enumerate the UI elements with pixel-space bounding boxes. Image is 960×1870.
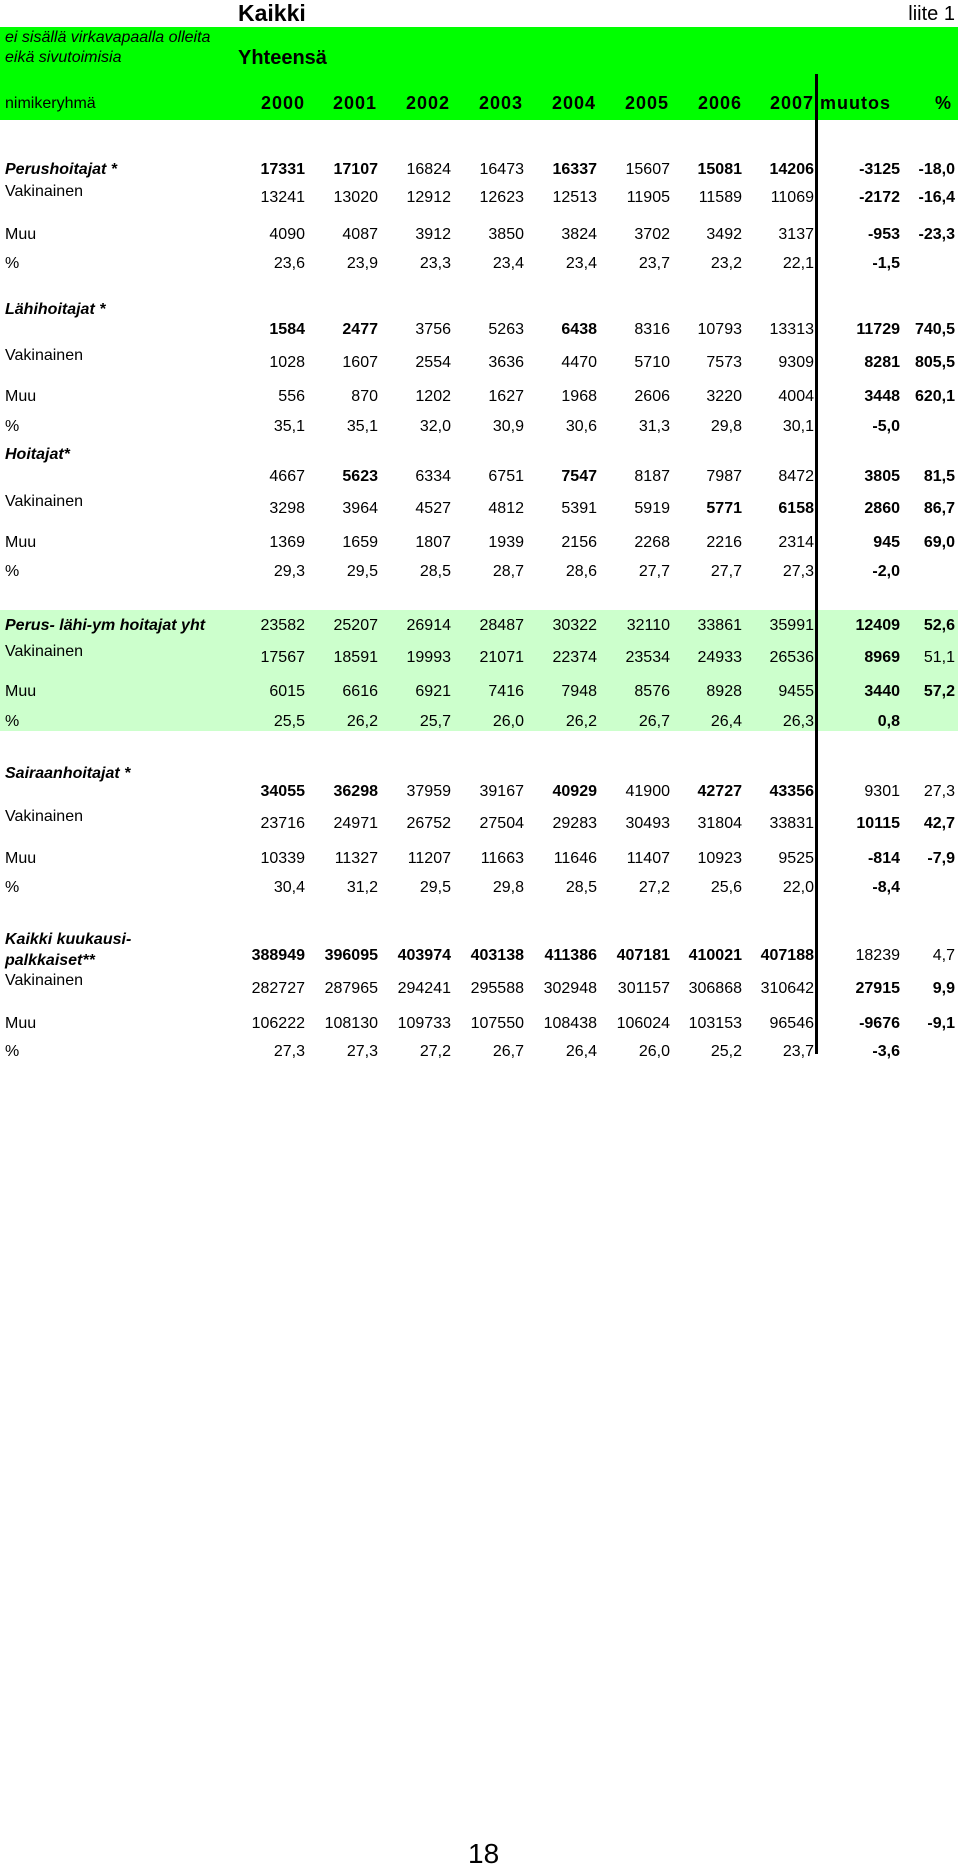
table-cell: 294241 (397, 980, 451, 997)
table-cell: 28487 (479, 617, 524, 634)
table-cell: 17107 (333, 161, 378, 178)
table-cell: 6015 (269, 683, 305, 700)
table-cell: 24933 (697, 649, 742, 666)
table-cell: 9301 (864, 783, 900, 800)
percent-header: % (934, 93, 952, 113)
table-cell: 29,5 (419, 879, 451, 896)
table-cell: 31,2 (346, 879, 378, 896)
table-cell: 6751 (488, 468, 524, 485)
table-cell: 39167 (479, 783, 524, 800)
table-cell: 8281 (864, 354, 900, 371)
table-cell: 107550 (470, 1015, 524, 1032)
table-cell: 96546 (769, 1015, 814, 1032)
table-cell: 10115 (856, 815, 900, 832)
table-cell: 9,9 (932, 980, 955, 997)
table-cell: 36298 (333, 783, 378, 800)
table-cell: 11407 (626, 850, 670, 867)
row-label: Vakinainen (5, 493, 83, 510)
table-cell: 21071 (479, 649, 524, 666)
table-cell: 25,5 (273, 713, 305, 730)
table-cell: 28,5 (419, 563, 451, 580)
table-cell: 27,7 (710, 563, 742, 580)
table-cell: 22,0 (782, 879, 814, 896)
group-column-header: nimikeryhmä (5, 95, 96, 112)
table-cell: 1202 (415, 388, 451, 405)
table-cell: -7,9 (927, 850, 955, 867)
table-cell: 30322 (552, 617, 597, 634)
table-cell: 1659 (342, 534, 378, 551)
page-number: 18 (468, 1838, 500, 1869)
table-cell: 23,9 (346, 255, 378, 272)
table-cell: 5263 (488, 321, 524, 338)
table-cell: 27,3 (923, 783, 955, 800)
table-cell: 16824 (406, 161, 451, 178)
table-cell: 11207 (407, 850, 451, 867)
table-cell: 26,7 (638, 713, 670, 730)
table-cell: 9455 (778, 683, 814, 700)
table-cell: 1627 (488, 388, 524, 405)
table-cell: 26,2 (565, 713, 597, 730)
table-cell: 26,3 (782, 713, 814, 730)
table-cell: 40929 (552, 783, 597, 800)
table-cell: 7573 (706, 354, 742, 371)
table-cell: 1607 (342, 354, 378, 371)
table-cell: 28,5 (565, 879, 597, 896)
table-cell: 16337 (552, 161, 597, 178)
group-label-line: Lähihoitajat * (5, 301, 106, 318)
year-header: 2004 (551, 93, 596, 113)
group-label-line: palkkaiset** (5, 952, 95, 969)
table-cell: 6921 (415, 683, 451, 700)
table-cell: 86,7 (923, 500, 955, 517)
table-cell: 11327 (334, 850, 378, 867)
table-cell: 2268 (634, 534, 670, 551)
table-cell: 108130 (324, 1015, 378, 1032)
table-cell: 6334 (415, 468, 451, 485)
table-cell: 12513 (552, 189, 597, 206)
table-cell: 23,3 (419, 255, 451, 272)
table-cell: 51,1 (923, 649, 955, 666)
table-cell: 2860 (864, 500, 900, 517)
table-cell: 2477 (342, 321, 378, 338)
table-cell: 81,5 (923, 468, 955, 485)
table-cell: 25207 (333, 617, 378, 634)
table-cell: 407188 (760, 947, 814, 964)
table-cell: 620,1 (914, 388, 955, 405)
table-cell: 24971 (333, 815, 378, 832)
table-cell: 13241 (260, 189, 305, 206)
table-cell: 6616 (342, 683, 378, 700)
table-cell: 14206 (769, 161, 814, 178)
table-cell: 30,4 (273, 879, 305, 896)
table-cell: 2156 (561, 534, 597, 551)
table-cell: 302948 (543, 980, 597, 997)
table-cell: 23716 (260, 815, 305, 832)
table-cell: 556 (278, 388, 305, 405)
table-cell: 2606 (634, 388, 670, 405)
row-label: Vakinainen (5, 183, 83, 200)
table-cell: 26,7 (492, 1043, 524, 1060)
table-cell: 43356 (769, 783, 814, 800)
table-cell: 11905 (626, 189, 670, 206)
table-cell: 4667 (269, 468, 305, 485)
table-cell: 34055 (260, 783, 305, 800)
table-cell: 3636 (488, 354, 524, 371)
table-cell: 3492 (706, 226, 742, 243)
table-cell: 29,8 (710, 418, 742, 435)
table-cell: 4812 (488, 500, 524, 517)
table-cell: 23534 (625, 649, 670, 666)
row-label: Muu (5, 850, 37, 867)
table-cell: -8,4 (872, 879, 900, 896)
table-cell: 19993 (406, 649, 451, 666)
table-cell: 8316 (634, 321, 670, 338)
row-label: % (5, 255, 20, 272)
table-cell: 403974 (397, 947, 451, 964)
table-cell: 33831 (769, 815, 814, 832)
table-cell: 0,8 (877, 713, 900, 730)
table-cell: 5771 (706, 500, 742, 517)
table-cell: 13020 (333, 189, 378, 206)
row-label: Muu (5, 534, 37, 551)
table-cell: 282727 (251, 980, 305, 997)
table-cell: 11729 (856, 321, 900, 338)
table-cell: 1807 (415, 534, 451, 551)
table-cell: 4087 (342, 226, 378, 243)
table-cell: 57,2 (923, 683, 955, 700)
year-header: 2002 (405, 93, 450, 113)
table-cell: -5,0 (872, 418, 900, 435)
year-header: 2000 (260, 93, 305, 113)
table-cell: 31804 (697, 815, 742, 832)
table-cell: 3298 (269, 500, 305, 517)
table-cell: 3756 (415, 321, 451, 338)
table-cell: 6158 (778, 500, 814, 517)
table-cell: 106024 (616, 1015, 670, 1032)
appendix-label: liite 1 (908, 3, 955, 25)
table-cell: 7416 (488, 683, 524, 700)
table-cell: 4,7 (932, 947, 955, 964)
table-cell: 4527 (415, 500, 451, 517)
table-cell: 23582 (260, 617, 305, 634)
table-cell: 27,2 (638, 879, 670, 896)
table-cell: 42727 (697, 783, 742, 800)
row-label: % (5, 418, 20, 435)
table-cell: 22,1 (782, 255, 814, 272)
table-cell: 22374 (552, 649, 597, 666)
table-cell: 30,1 (782, 418, 814, 435)
table-cell: 25,7 (419, 713, 451, 730)
row-label: % (5, 563, 20, 580)
table-cell: 18239 (855, 947, 900, 964)
table-cell: 108438 (543, 1015, 597, 1032)
row-label: % (5, 879, 20, 896)
table-cell: 26,4 (565, 1043, 597, 1060)
table-cell: 13313 (769, 321, 814, 338)
table-cell: 8472 (778, 468, 814, 485)
group-label-line: Kaikki kuukausi- (5, 931, 132, 948)
table-cell: 1939 (488, 534, 524, 551)
group-label (5, 763, 130, 784)
group-label (5, 444, 70, 465)
table-cell: -3125 (859, 161, 900, 178)
table-cell: 23,7 (638, 255, 670, 272)
table-cell: 287965 (324, 980, 378, 997)
table-cell: 11589 (698, 189, 742, 206)
table-cell: 26536 (769, 649, 814, 666)
table-cell: 3137 (778, 226, 814, 243)
table-cell: 41900 (625, 783, 670, 800)
table-cell: 7987 (706, 468, 742, 485)
table-cell: 7948 (561, 683, 597, 700)
table-cell: 35,1 (273, 418, 305, 435)
table-cell: 945 (873, 534, 900, 551)
table-cell: 18591 (333, 649, 378, 666)
change-header: muutos (820, 93, 891, 113)
table-cell: -1,5 (872, 255, 900, 272)
table-cell: -2172 (859, 189, 900, 206)
row-label: Perus- lähi-ym hoitajat yht (5, 617, 206, 634)
table-cell: 4004 (778, 388, 814, 405)
table-cell: 27504 (479, 815, 524, 832)
table-cell: 11069 (770, 189, 814, 206)
table-cell: 42,7 (923, 815, 955, 832)
table-cell: 23,2 (710, 255, 742, 272)
table-cell: 23,6 (273, 255, 305, 272)
table-cell: 9309 (778, 354, 814, 371)
table-cell: 31,3 (638, 418, 670, 435)
table-cell: 15607 (625, 161, 670, 178)
table-cell: 30493 (625, 815, 670, 832)
row-label: % (5, 713, 20, 730)
year-header: 2006 (697, 93, 742, 113)
table-cell: 35991 (769, 617, 814, 634)
table-cell: 26,0 (638, 1043, 670, 1060)
table-cell: 407181 (616, 947, 670, 964)
table-cell: 27,3 (782, 563, 814, 580)
year-header: 2007 (769, 93, 814, 113)
table-cell: 5623 (342, 468, 378, 485)
table-cell: 32110 (626, 617, 670, 634)
table-cell: 7547 (561, 468, 597, 485)
table-cell: 29,5 (346, 563, 378, 580)
table-cell: 403138 (470, 947, 524, 964)
year-header: 2001 (332, 93, 377, 113)
group-label-line: Sairaanhoitajat * (5, 765, 131, 782)
table-cell: 32,0 (419, 418, 451, 435)
table-cell: 33861 (697, 617, 742, 634)
table-cell: 3440 (864, 683, 900, 700)
table-cell: 12623 (479, 189, 524, 206)
table-cell: 26,0 (492, 713, 524, 730)
table-cell: 740,5 (914, 321, 955, 338)
table-cell: -16,4 (918, 189, 955, 206)
table-cell: 3912 (415, 226, 451, 243)
table-cell: 2314 (778, 534, 814, 551)
table-cell: 310642 (760, 980, 814, 997)
table-cell: 1028 (269, 354, 305, 371)
table-cell: 109733 (397, 1015, 451, 1032)
group-label (5, 299, 105, 320)
table-cell: 26,4 (710, 713, 742, 730)
row-label: % (5, 1043, 20, 1060)
table-cell: 5391 (561, 500, 597, 517)
table-cell: 410021 (688, 947, 742, 964)
table-cell: 35,1 (346, 418, 378, 435)
table-cell: 25,2 (710, 1043, 742, 1060)
row-label: Perushoitajat * (5, 161, 118, 178)
note-line-2: eikä sivutoimisia (5, 49, 122, 66)
table-cell: -953 (867, 226, 900, 243)
table-cell: 3448 (864, 388, 900, 405)
table-cell: 28,6 (565, 563, 597, 580)
table-cell: 11646 (553, 850, 597, 867)
table-cell: 106222 (251, 1015, 305, 1032)
table-cell: 27,3 (346, 1043, 378, 1060)
table-cell: 2216 (706, 534, 742, 551)
row-label: Muu (5, 683, 37, 700)
table-cell: 3964 (342, 500, 378, 517)
table-cell: 8576 (634, 683, 670, 700)
row-label: Vakinainen (5, 347, 83, 364)
table-cell: 30,6 (565, 418, 597, 435)
table-cell: 6438 (561, 321, 597, 338)
table-cell: 16473 (479, 161, 524, 178)
table-cell: -9676 (859, 1015, 900, 1032)
table-cell: 4470 (561, 354, 597, 371)
table-cell: -2,0 (872, 563, 900, 580)
table-cell: 23,4 (492, 255, 524, 272)
table-cell: 11663 (480, 850, 524, 867)
page-title: Kaikki (238, 0, 306, 26)
table-cell: 870 (351, 388, 378, 405)
table-cell: 15081 (697, 161, 742, 178)
table-cell: 411386 (544, 947, 597, 964)
row-label: Vakinainen (5, 972, 83, 989)
table-cell: 3850 (488, 226, 524, 243)
table-cell: -23,3 (918, 226, 955, 243)
table-cell: 12409 (855, 617, 900, 634)
table-cell: 26,2 (346, 713, 378, 730)
table-cell: 295588 (470, 980, 524, 997)
table-cell: 396095 (324, 947, 378, 964)
table-cell: 388949 (251, 947, 305, 964)
table-cell: 17567 (260, 649, 305, 666)
table-cell: 8928 (706, 683, 742, 700)
table-cell: 23,7 (782, 1043, 814, 1060)
row-label: Muu (5, 1015, 37, 1032)
table-cell: 17331 (260, 161, 305, 178)
table-cell: 5710 (634, 354, 670, 371)
table-cell: 69,0 (923, 534, 955, 551)
table-cell: 8187 (634, 468, 670, 485)
table-cell: 27,3 (273, 1043, 305, 1060)
table-cell: 3702 (634, 226, 670, 243)
table-cell: 30,9 (492, 418, 524, 435)
table-cell: 27,2 (419, 1043, 451, 1060)
table-cell: 12912 (406, 189, 451, 206)
table-cell: 10793 (697, 321, 742, 338)
table-cell: 27915 (855, 980, 900, 997)
group-label (5, 929, 131, 971)
table-cell: 10339 (260, 850, 305, 867)
row-label: Vakinainen (5, 808, 83, 825)
row-label: Vakinainen (5, 643, 83, 660)
table-cell: 5919 (634, 500, 670, 517)
table-cell: 26914 (406, 617, 451, 634)
subtitle: Yhteensä (238, 47, 327, 69)
year-header: 2003 (478, 93, 523, 113)
row-label: Muu (5, 226, 37, 243)
table-cell: 29,8 (492, 879, 524, 896)
table-cell: 52,6 (923, 617, 955, 634)
table-cell: -3,6 (872, 1043, 900, 1060)
table-cell: 28,7 (492, 563, 524, 580)
table-cell: 3824 (561, 226, 597, 243)
table-cell: 2554 (415, 354, 451, 371)
table-cell: 26752 (406, 815, 451, 832)
table-cell: 3220 (706, 388, 742, 405)
table-cell: 1584 (269, 321, 305, 338)
table-cell: 23,4 (565, 255, 597, 272)
table-cell: 3805 (864, 468, 900, 485)
group-label-line: Hoitajat* (5, 446, 70, 463)
table-cell: 29283 (552, 815, 597, 832)
table-cell: 25,6 (710, 879, 742, 896)
table-cell: 4090 (269, 226, 305, 243)
table-cell: 29,3 (273, 563, 305, 580)
table-cell: 27,7 (638, 563, 670, 580)
note-line-1: ei sisällä virkavapaalla olleita (5, 29, 211, 46)
row-label: Muu (5, 388, 37, 405)
table-cell: 805,5 (914, 354, 955, 371)
table-cell: -18,0 (918, 161, 955, 178)
table-cell: 37959 (406, 783, 451, 800)
table-cell: 1369 (269, 534, 305, 551)
table-cell: 301157 (617, 980, 670, 997)
column-divider (815, 74, 818, 1054)
table-cell: 9525 (778, 850, 814, 867)
table-cell: 1968 (561, 388, 597, 405)
year-header: 2005 (624, 93, 669, 113)
table-cell: 306868 (688, 980, 742, 997)
table-cell: 8969 (864, 649, 900, 666)
table-cell: -9,1 (927, 1015, 955, 1032)
table-cell: 10923 (697, 850, 742, 867)
table-cell: -814 (867, 850, 900, 867)
table-cell: 103153 (688, 1015, 742, 1032)
